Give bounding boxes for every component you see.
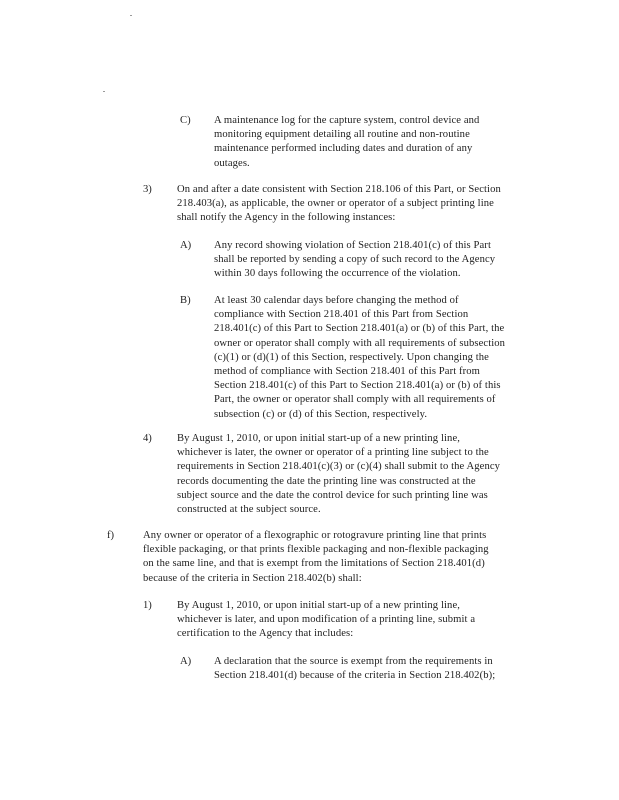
item-c-label: C) xyxy=(180,115,191,126)
item-c-text: A maintenance log for the capture system, control device and monitoring equipment detailing all routine and non-routine maintenance performed including dates and duration of any outages. xyxy=(214,115,480,169)
scan-mark xyxy=(130,15,132,16)
item-3a-label: A) xyxy=(180,240,192,251)
item-f1a-text: A declaration that the source is exempt from the requirements in Section 218.401(d) because of the criteria in Section 218.402(b); xyxy=(214,656,496,682)
item-3-label: 3) xyxy=(143,184,152,195)
item-f-text: Any owner or operator of a flexographic or rotogravure printing line that prints flexible packaging, or that prints flexible packaging and non-flexible packaging on the same line, and that is exempt from the limitations of Section 218.401(d) because of the criteria in Section 218.402(b) shall: xyxy=(143,530,489,584)
item-f1a-label: A) xyxy=(180,656,192,667)
item-f1-label: 1) xyxy=(143,600,152,611)
item-f-label: f) xyxy=(107,530,115,541)
item-4-text: By August 1, 2010, or upon initial start-up of a new printing line, whichever is later, the owner or operator of a printing line subject to the requirements in Section 218.401(c)(3) or (c)(4) shall submit to the Agency records documenting the date the printing line was constructed at the subject source and the date the control device for such printing line was constructed at the subject source. xyxy=(177,433,501,516)
item-f1-text: By August 1, 2010, or upon initial start-up of a new printing line, whichever is later, and upon modification of a printing line, submit a certification to the Agency that includes: xyxy=(177,600,476,640)
item-3-text: On and after a date consistent with Section 218.106 of this Part, or Section 218.403(a), as applicable, the owner or operator of a subject printing line shall notify the Agency in the following instances: xyxy=(177,184,501,224)
item-4-label: 4) xyxy=(143,433,152,444)
item-3b-label: B) xyxy=(180,295,191,306)
item-3b-text: At least 30 calendar days before changing the method of compliance with Section 218.401 of this Part from Section 218.401(c) of this Part to Section 218.401(a) or (b) of this Part, the owner or operator shall comply with all requirements of subsection (c)(1) or (d)(1) of this Section, respectively. Upon changing the method of compliance with Section 218.401 of this Part from Section 218.401(c) of this Part to Section 218.401(a) or (b) of this Part, the owner or operator shall comply with all requirements of subsection (c) or (d) of this Section, respectively. xyxy=(214,295,506,420)
scan-mark xyxy=(103,91,105,92)
item-3a-text: Any record showing violation of Section 218.401(c) of this Part shall be reported by sending a copy of such record to the Agency within 30 days following the occurrence of the violation. xyxy=(214,240,496,280)
